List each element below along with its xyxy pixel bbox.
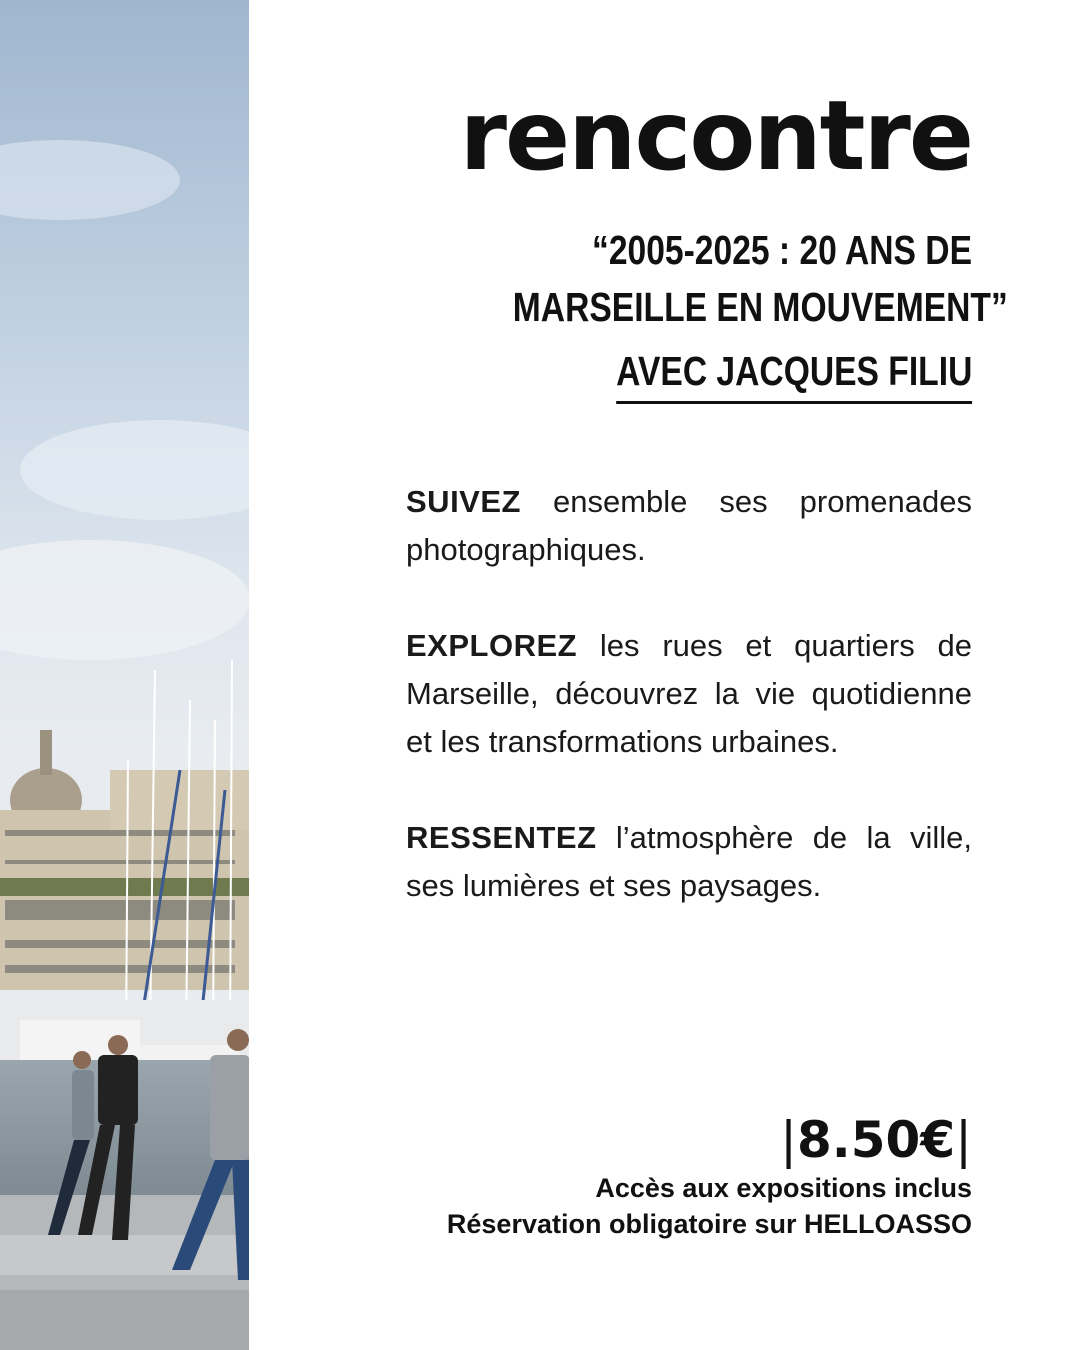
paragraph-ressentez	[406, 814, 972, 910]
price-bar-right: |	[955, 1111, 972, 1169]
subtitle-line-1: “2005-2025 : 20 ANS DE	[592, 227, 972, 273]
paragraph-lead: SUIVEZ	[406, 484, 521, 519]
price-value: 8.50€	[796, 1111, 956, 1169]
info-line-2: Réservation obligatoire sur HELLOASSO	[446, 1209, 972, 1239]
paragraph-text: les rues et quartiers de Marseille, découvrez la vie quotidienne et les transformations urbaines.	[406, 628, 972, 759]
subtitle-line-2: MARSEILLE EN MOUVEMENT”	[512, 284, 1008, 330]
paragraph-lead: RESSENTEZ	[406, 820, 597, 855]
port-photo	[0, 0, 249, 1350]
price-bar-left: |	[780, 1111, 797, 1169]
price	[780, 1110, 972, 1170]
speaker-name: AVEC JACQUES FILIU	[616, 346, 972, 404]
paragraph-lead: EXPLOREZ	[406, 628, 578, 663]
paragraph-explorez	[406, 622, 972, 766]
info-line-1: Accès aux expositions inclus	[595, 1173, 972, 1203]
event-type-title: rencontre	[459, 80, 972, 192]
booking-info	[447, 1170, 972, 1242]
event-subtitle	[512, 222, 1008, 336]
paragraph-suivez	[406, 478, 972, 574]
paragraph-text: l’atmosphère de la ville, ses lumières et ses paysages.	[406, 820, 972, 903]
paragraph-text: ensemble ses promenades photographiques.	[406, 484, 972, 567]
description	[406, 478, 972, 958]
